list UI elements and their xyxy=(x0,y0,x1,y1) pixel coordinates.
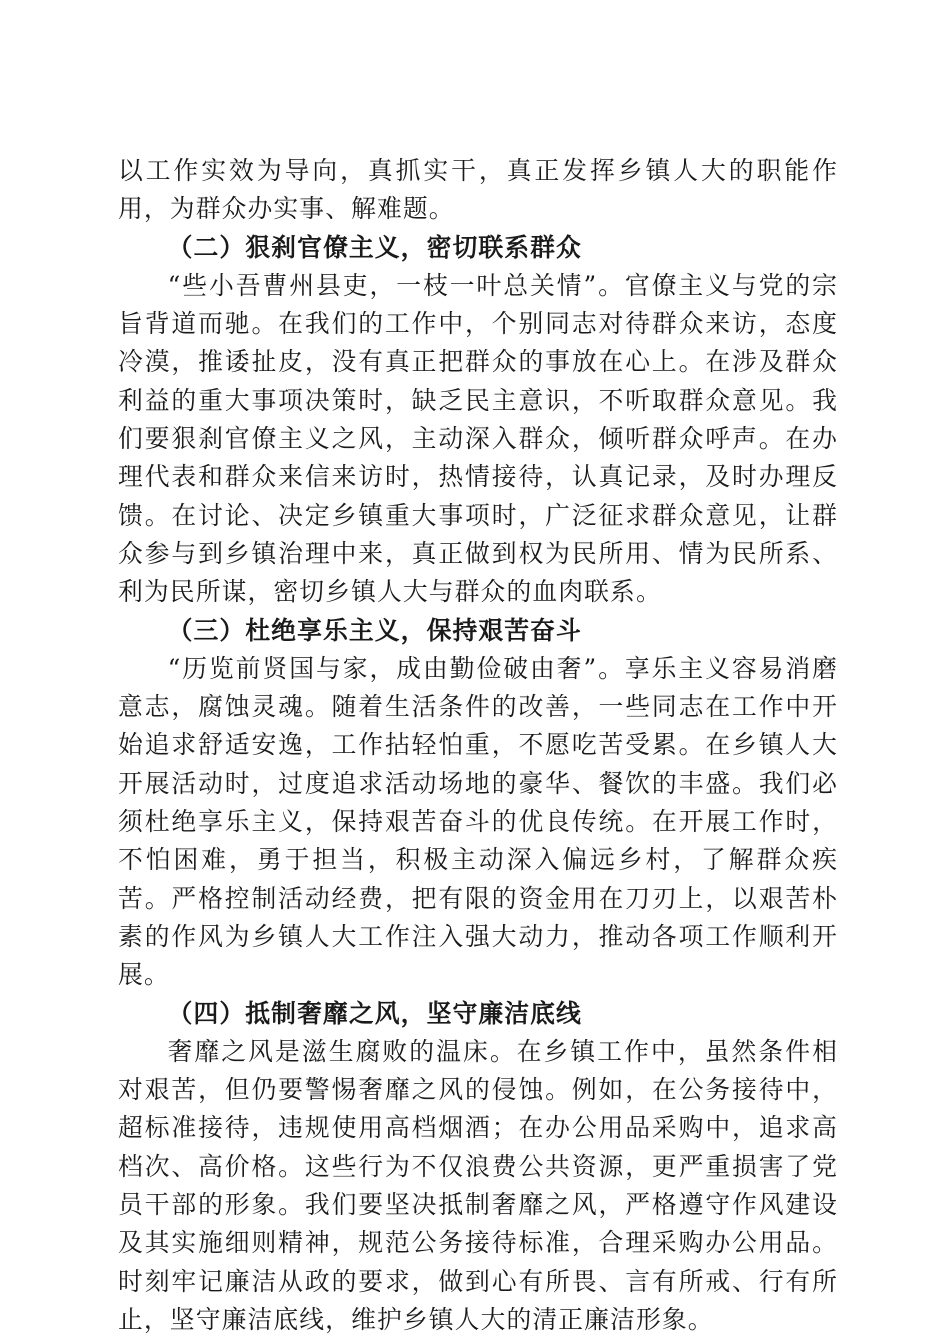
intro-paragraph: 以工作实效为导向，真抓实干，真正发挥乡镇人大的职能作用，为群众办实事、解难题。 xyxy=(118,156,838,224)
section-heading-3: （三）杜绝享乐主义，保持艰苦奋斗 xyxy=(167,615,582,645)
section-heading-2: （二）狠刹官僚主义，密切联系群众 xyxy=(167,232,582,262)
document-page xyxy=(118,152,838,1339)
section-body-4: 奢靡之风是滋生腐败的温床。在乡镇工作中，虽然条件相对艰苦，但仍要警惕奢靡之风的侵蚀。例如，在公务接待中，超标准接待，违规使用高档烟酒；在办公用品采购中，追求高档次、高价格。这些行为不仅浪费公共资源，更严重损害了党员干部的形象。我们要坚决抵制奢靡之风，严格遵守作风建设及其实施细则精神，规范公务接待标准，合理采购办公用品。时刻牢记廉洁从政的要求，做到心有所畏、言有所戒、行有所止，坚守廉洁底线，维护乡镇人大的清正廉洁形象。 xyxy=(118,1036,838,1334)
section-body-2: “些小吾曹州县吏，一枝一叶总关情”。官僚主义与党的宗旨背道而驰。在我们的工作中，个别同志对待群众来访，态度冷漠，推诿扯皮，没有真正把群众的事放在心上。在涉及群众利益的重大事项决策时，缺乏民主意识，不听取群众意见。我们要狠刹官僚主义之风，主动深入群众，倾听群众呼声。在办理代表和群众来信来访时，热情接待，认真记录，及时办理反馈。在讨论、决定乡镇重大事项时，广泛征求群众意见，让群众参与到乡镇治理中来，真正做到权为民所用、情为民所系、利为民所谋，密切乡镇人大与群众的血肉联系。 xyxy=(118,270,838,607)
section-heading-4: （四）抵制奢靡之风，坚守廉洁底线 xyxy=(167,998,582,1028)
section-body-3: “历览前贤国与家，成由勤俭破由奢”。享乐主义容易消磨意志，腐蚀灵魂。随着生活条件的改善，一些同志在工作中开始追求舒适安逸，工作拈轻怕重，不愿吃苦受累。在乡镇人大开展活动时，过度追求活动场地的豪华、餐饮的丰盛。我们必须杜绝享乐主义，保持艰苦奋斗的优良传统。在开展工作时，不怕困难，勇于担当，积极主动深入偏远乡村，了解群众疾苦。严格控制活动经费，把有限的资金用在刀刃上，以艰苦朴素的作风为乡镇人大工作注入强大动力，推动各项工作顺利开展。 xyxy=(118,653,838,990)
